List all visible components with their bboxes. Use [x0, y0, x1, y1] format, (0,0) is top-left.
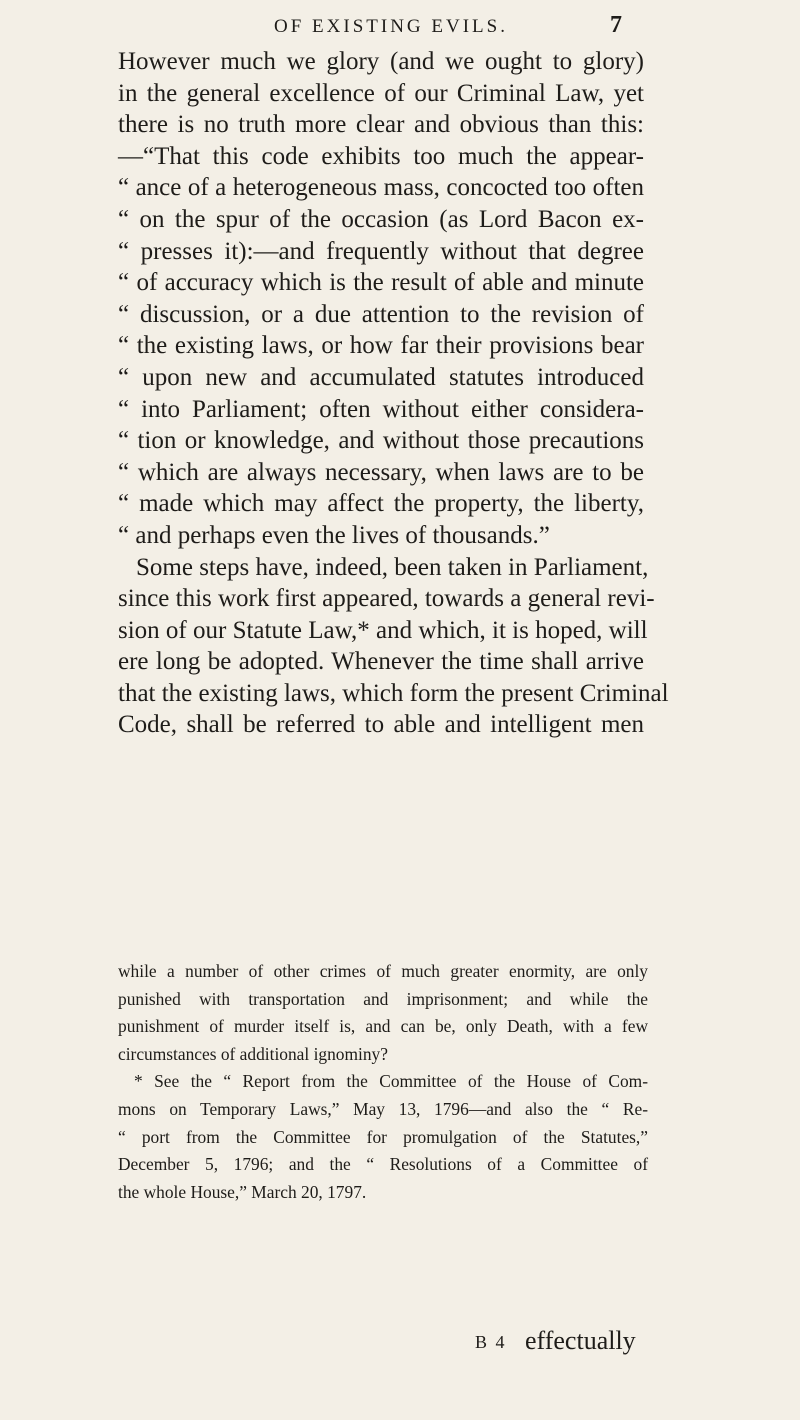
footnote-line: the whole House,” March 20, 1797.: [118, 1181, 367, 1202]
footnote-line: * See the “ Report from the Committee of the House of Com-: [134, 1071, 648, 1092]
text-line: “ and perhaps even the lives of thousands.”: [118, 521, 550, 549]
text-line: “ tion or knowledge, and without those precautions: [118, 427, 644, 455]
text-line: sion of our Statute Law,* and which, it is hoped, will: [118, 616, 648, 644]
text-line: “ upon new and accumulated statutes introduced: [118, 363, 644, 391]
text-line: Some steps have, indeed, been taken in Parliament,: [136, 553, 649, 581]
text-line: “ which are always necessary, when laws are to be: [118, 458, 644, 486]
page-footer: [0, 1326, 800, 1366]
text-line: that the existing laws, which form the present Criminal: [118, 679, 669, 707]
footnote-line: “ port from the Committee for promulgation of the Statutes,”: [118, 1126, 648, 1147]
text-line: “ on the spur of the occasion (as Lord Bacon ex-: [118, 205, 644, 233]
text-line: “ made which may affect the property, the liberty,: [118, 490, 644, 518]
catchword: effectually: [525, 1326, 636, 1355]
text-line: Code, shall be referred to able and intelligent men: [118, 711, 644, 739]
footnote-line: December 5, 1796; and the “ Resolutions of a Committee of: [118, 1154, 648, 1175]
running-header: [0, 12, 800, 42]
text-line: “ into Parliament; often without either considera-: [118, 395, 644, 423]
running-title: OF EXISTING EVILS.: [274, 16, 508, 37]
text-line: in the general excellence of our Criminal Law, yet: [118, 79, 644, 107]
footnote-line: punishment of murder itself is, and can be, only Death, with a few: [118, 1016, 648, 1037]
text-line: “ discussion, or a due attention to the revision of: [118, 300, 644, 328]
page-number: 7: [610, 12, 622, 38]
text-line: “ ance of a heterogeneous mass, concocted too often: [118, 174, 644, 202]
text-line: “ presses it):—and frequently without that degree: [118, 237, 644, 265]
text-line: there is no truth more clear and obvious than this:: [118, 111, 644, 139]
text-line: “ of accuracy which is the result of able and minute: [118, 269, 644, 297]
text-line: since this work first appeared, towards a general revi-: [118, 585, 655, 613]
footnotes: [118, 958, 648, 1206]
text-line: However much we glory (and we ought to glory): [118, 48, 644, 75]
footnote-line: while a number of other crimes of much greater enormity, are only: [118, 961, 648, 981]
text-line: —“That this code exhibits too much the appear-: [118, 142, 644, 170]
text-line: ere long be adopted. Whenever the time shall arrive: [118, 648, 644, 676]
text-line: “ the existing laws, or how far their provisions bear: [118, 332, 644, 360]
footnote-line: mons on Temporary Laws,” May 13, 1796—and also the “ Re-: [118, 1098, 648, 1119]
signature-mark: B 4: [475, 1332, 507, 1352]
main-text: [118, 46, 669, 741]
footnote-line: circumstances of additional ignominy?: [118, 1043, 388, 1064]
footnote-line: punished with transportation and imprisonment; and while the: [118, 988, 648, 1009]
